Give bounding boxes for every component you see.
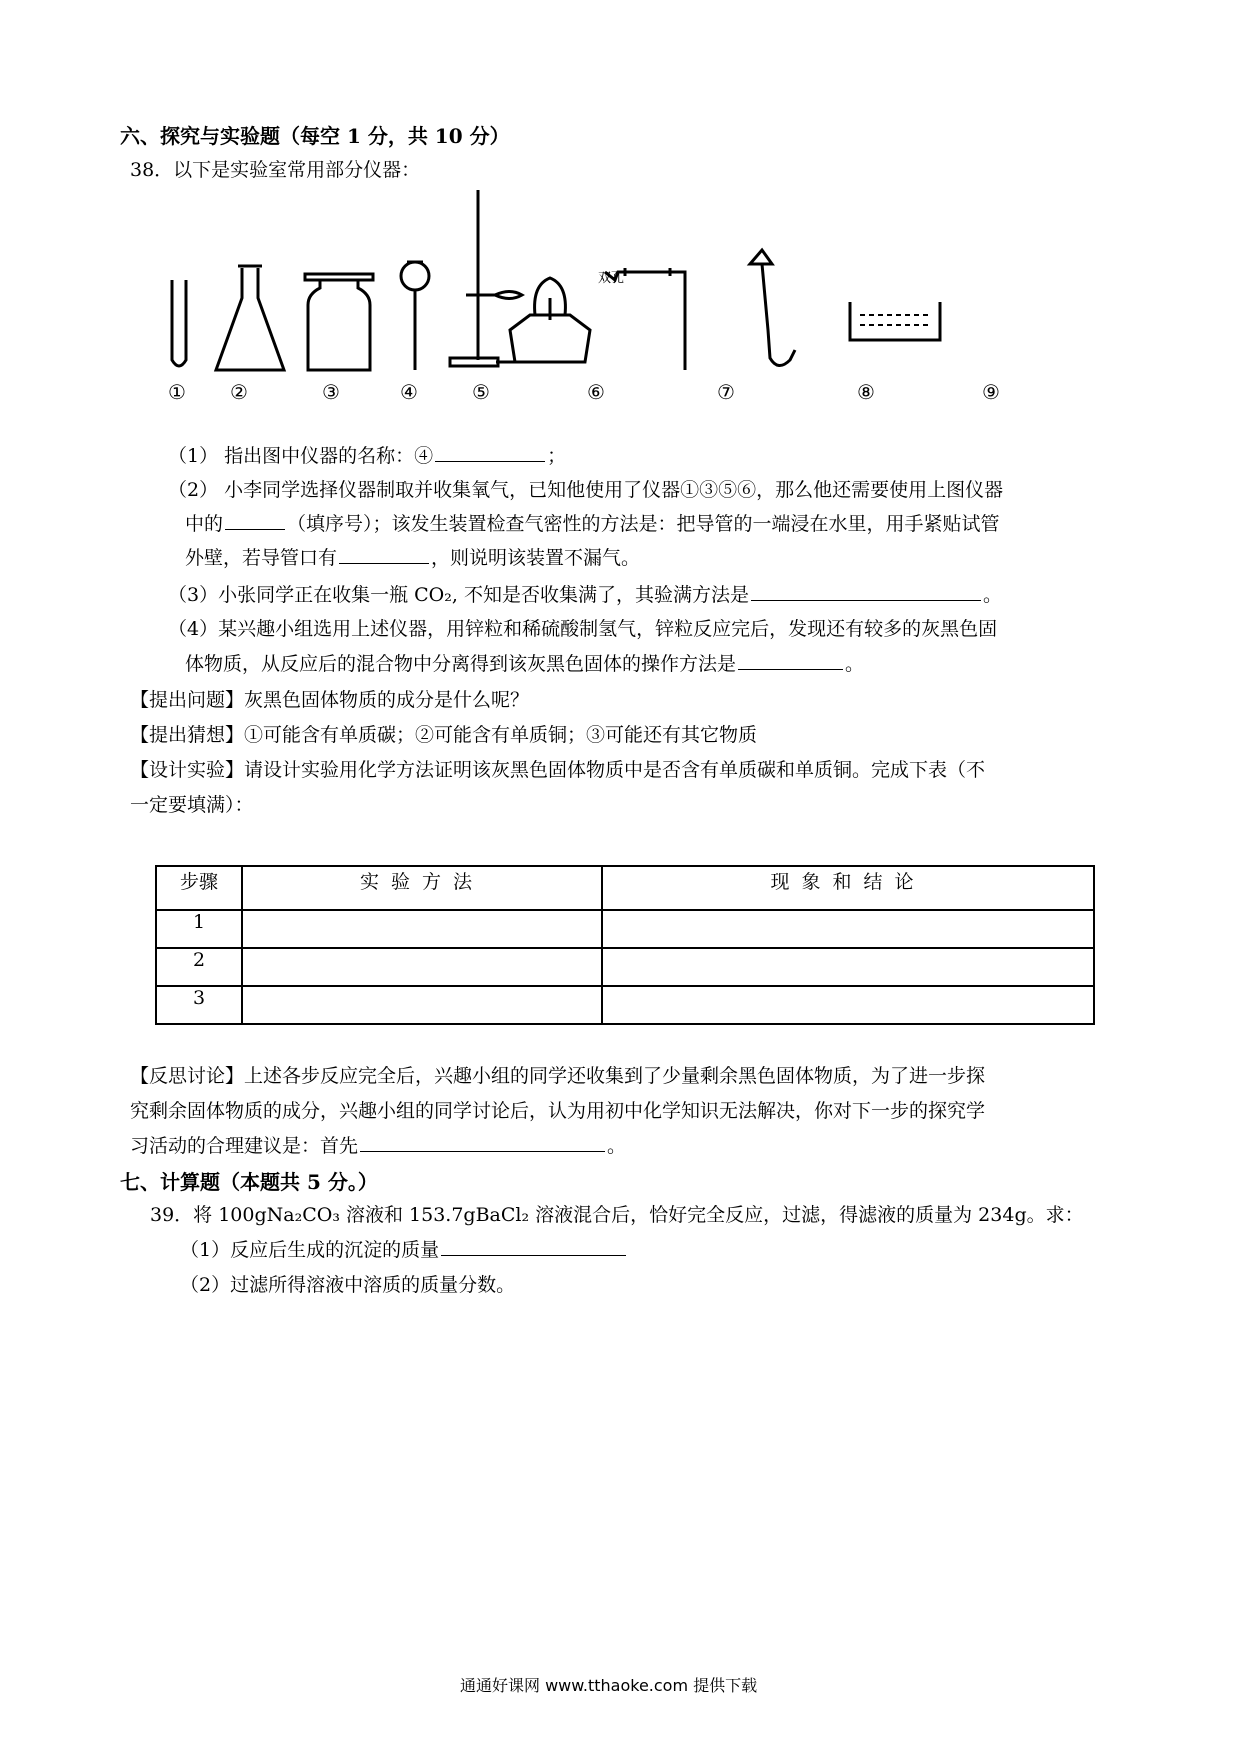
q38-part2-line3: 外壁，若导管口有 ，则说明该装置不漏气。 — [185, 542, 640, 574]
test-tube-icon — [172, 280, 186, 366]
question-raise: 【提出问题】灰黑色固体物质的成分是什么呢？ — [130, 689, 530, 711]
label-1: ① — [168, 380, 186, 404]
hypothesis: 【提出猜想】①可能含有单质碳；②可能含有单质铜；③可能还有其它物质 — [130, 724, 758, 746]
table-row — [156, 910, 1094, 948]
answer-blank[interactable] — [435, 441, 545, 462]
label-6: ⑥ — [587, 380, 605, 404]
bent-tube-icon — [750, 250, 772, 264]
question-39: 39．将 100gNa₂CO₃ 溶液和 153.7gBaCl₂ 溶液混合后，恰好完全反应，过滤，得滤液的质量为 234g。求： — [150, 1204, 1084, 1226]
separatory-funnel-icon — [401, 262, 429, 290]
result-cell[interactable] — [602, 910, 1094, 948]
q38-part2-line1: （2） 小李同学选择仪器制取并收集氧气，已知他使用了仪器①③⑤⑥，那么他还需要使用上图仪器 — [168, 479, 1004, 501]
q38-part3: （3）小张同学正在收集一瓶 CO₂, 不知是否收集满了，其验满方法是 。 — [168, 579, 1002, 611]
apparatus-illustration — [150, 180, 1070, 410]
q38-part4-line2: 体物质，从反应后的混合物中分离得到该灰黑色固体的操作方法是 。 — [185, 648, 864, 680]
conical-flask-icon — [216, 268, 284, 370]
section-7-heading: 七、计算题（本题共 5 分。） — [120, 1170, 378, 1194]
answer-blank[interactable] — [751, 580, 981, 601]
answer-blank[interactable] — [339, 543, 429, 564]
q38-part2-line2: 中的 （填序号）；该发生装置检查气密性的方法是：把导管的一端浸在水里，用手紧贴试管 — [185, 508, 1000, 540]
reflect-line3: 习活动的合理建议是：首先 。 — [130, 1130, 626, 1162]
label-9: ⑨ — [982, 380, 1000, 404]
double-hole-label: 双孔 — [598, 271, 625, 286]
table-row — [156, 948, 1094, 986]
delivery-tube-icon — [605, 272, 685, 370]
label-7: ⑦ — [717, 380, 735, 404]
water-trough-icon — [850, 302, 940, 340]
answer-blank[interactable] — [360, 1131, 605, 1152]
header-step: 步骤 — [156, 866, 242, 910]
result-cell[interactable] — [602, 948, 1094, 986]
step-number: 3 — [156, 986, 242, 1024]
answer-blank[interactable] — [441, 1235, 626, 1256]
q39-part2: （2）过滤所得溶液中溶质的质量分数。 — [180, 1274, 516, 1296]
label-5: ⑤ — [472, 380, 490, 404]
section-6-heading: 六、探究与实验题（每空 1 分，共 10 分） — [120, 124, 510, 148]
question-38-intro: 38．以下是实验室常用部分仪器： — [130, 159, 421, 181]
q38-part1: （1） 指出图中仪器的名称：④ ； — [168, 440, 566, 472]
design-line1: 【设计实验】请设计实验用化学方法证明该灰黑色固体物质中是否含有单质碳和单质铜。完成下表（不 — [130, 759, 986, 781]
step-number: 2 — [156, 948, 242, 986]
method-cell[interactable] — [242, 948, 602, 986]
label-3: ③ — [322, 380, 340, 404]
alcohol-lamp-icon — [510, 315, 590, 362]
answer-blank[interactable] — [738, 649, 843, 670]
footer-text: 通通好课网 www.tthaoke.com 提供下载 — [460, 1676, 758, 1695]
reflect-line1: 【反思讨论】上述各步反应完全后，兴趣小组的同学还收集到了少量剩余黑色固体物质，为了进一步探 — [130, 1065, 986, 1087]
table-row — [156, 986, 1094, 1024]
header-method: 实验方法 — [242, 866, 602, 910]
table-header-row — [156, 866, 1094, 910]
label-2: ② — [230, 380, 248, 404]
method-cell[interactable] — [242, 910, 602, 948]
q39-part1: （1）反应后生成的沉淀的质量 — [180, 1234, 628, 1266]
label-4: ④ — [400, 380, 418, 404]
answer-blank[interactable] — [225, 509, 285, 530]
experiment-table — [155, 865, 1095, 1025]
design-line2: 一定要填满）： — [130, 794, 254, 816]
label-8: ⑧ — [857, 380, 875, 404]
reflect-line2: 究剩余固体物质的成分，兴趣小组的同学讨论后，认为用初中化学知识无法解决，你对下一步的探究学 — [130, 1100, 986, 1122]
result-cell[interactable] — [602, 986, 1094, 1024]
method-cell[interactable] — [242, 986, 602, 1024]
header-result: 现象和结论 — [602, 866, 1094, 910]
step-number: 1 — [156, 910, 242, 948]
q38-part4-line1: （4）某兴趣小组选用上述仪器，用锌粒和稀硫酸制氢气，锌粒反应完后，发现还有较多的灰黑色固 — [168, 618, 998, 640]
gas-jar-icon — [308, 280, 370, 370]
